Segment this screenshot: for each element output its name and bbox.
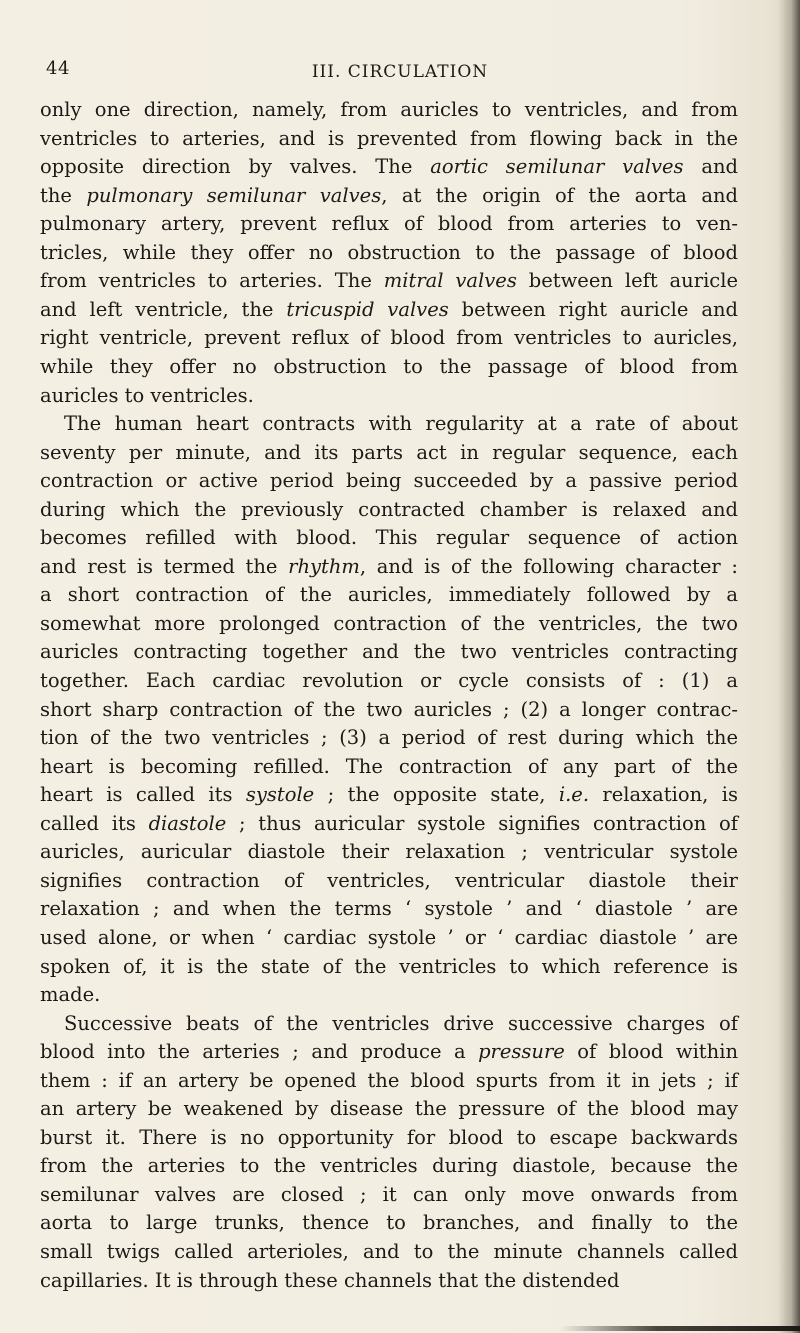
- text-line: [40, 724, 738, 753]
- text-run: used alone, or when ‘ cardiac systole ’ or ‘ cardiac diastole ’ are: [40, 925, 738, 949]
- text-line: [40, 781, 738, 810]
- text-run: opposite direction by valves. The: [40, 155, 431, 179]
- text-run: capillaries. It is through these channels that the distended: [40, 1268, 620, 1292]
- text-run: burst it. There is no opportunity for blood to escape backwards: [40, 1125, 738, 1149]
- text-run: called its: [40, 811, 149, 835]
- text-run: and: [683, 155, 738, 179]
- text-line: [40, 239, 738, 268]
- page-number: 44: [46, 58, 70, 79]
- text-line: [40, 1095, 738, 1124]
- text-line: [40, 267, 738, 296]
- text-run: somewhat more prolonged contraction of the ventricles, the two: [40, 611, 738, 635]
- page-bottom-edge: [560, 1326, 800, 1331]
- text-run: aorta to large trunks, thence to branches, and finally to the: [40, 1211, 738, 1235]
- text-line: [40, 125, 738, 154]
- text-run: spoken of, it is the state of the ventricles to which reference is: [40, 954, 738, 978]
- text-run: relaxation ; and when the terms ‘ systole ’ and ‘ diastole ’ are: [40, 897, 738, 921]
- text-run: an artery be weakened by disease the pressure of the blood may: [40, 1097, 738, 1121]
- text-line: [40, 1238, 738, 1267]
- text-run: between left auricle: [516, 269, 738, 293]
- text-run: tricuspid valves: [286, 297, 449, 321]
- text-line: [40, 496, 738, 525]
- text-run: , and is of the following character :: [359, 554, 738, 578]
- text-run: heart is becoming refilled. The contraction of any part of the: [40, 754, 738, 778]
- text-run: from the arteries to the ventricles during diastole, because the: [40, 1154, 738, 1178]
- text-run: between right auricle and: [448, 297, 738, 321]
- text-line: [40, 924, 738, 953]
- text-run: blood into the arteries ; and produce a: [40, 1040, 479, 1064]
- text-line: [40, 439, 738, 468]
- text-run: systole: [245, 783, 315, 807]
- text-line: [40, 324, 738, 353]
- text-run: short sharp contraction of the two auricles ; (2) a longer contrac-: [40, 697, 738, 721]
- text-line: [40, 753, 738, 782]
- text-run: while they offer no obstruction to the passage of blood from: [40, 354, 738, 378]
- text-run: The human heart contracts with regularity at a rate of about: [64, 412, 738, 436]
- text-line: [40, 610, 738, 639]
- text-run: together. Each cardiac revolution or cycle consists of : (1) a: [40, 669, 738, 692]
- text-line: [64, 410, 738, 439]
- text-run: ventricles to arteries, and is prevented from flowing back in the: [40, 126, 738, 150]
- text-line: [40, 553, 738, 582]
- text-line: [40, 210, 738, 239]
- text-run: semilunar valves are closed ; it can only move onwards from: [40, 1182, 738, 1206]
- text-run: during which the previously contracted chamber is relaxed and: [40, 497, 738, 521]
- text-run: only one direction, namely, from auricles to ventricles, and from: [40, 98, 738, 121]
- text-run: a short contraction of the auricles, immediately followed by a: [40, 583, 738, 607]
- text-line: [40, 1038, 738, 1067]
- text-line: [64, 1010, 738, 1039]
- text-run: the: [40, 183, 87, 207]
- text-line: [40, 1124, 738, 1153]
- text-line: [40, 524, 738, 553]
- text-run: small twigs called arterioles, and to the minute channels called: [40, 1240, 738, 1263]
- text-run: ; thus auricular systole signifies contraction of: [226, 811, 738, 835]
- text-run: pulmonary artery, prevent reflux of blood from arteries to ven-: [40, 212, 738, 236]
- text-line: [40, 182, 738, 211]
- text-run: and rest is termed the: [40, 554, 289, 578]
- text-line: [40, 296, 738, 325]
- text-run: signifies contraction of ventricles, ventricular diastole their: [40, 868, 738, 892]
- text-line: [40, 638, 738, 667]
- text-run: tricles, while they offer no obstruction to the passage of blood: [40, 240, 738, 264]
- text-line: [40, 1209, 738, 1238]
- text-run: tion of the two ventricles ; (3) a period of rest during which the: [40, 726, 738, 750]
- text-run: diastole: [148, 811, 227, 835]
- text-line: [40, 867, 738, 896]
- text-run: ; the opposite state,: [314, 783, 559, 807]
- text-run: from ventricles to arteries. The: [40, 269, 384, 293]
- text-run: seventy per minute, and its parts act in regular sequence, each: [40, 440, 738, 464]
- text-line: [40, 467, 738, 496]
- text-line: [40, 1067, 738, 1096]
- text-run: made.: [40, 983, 101, 1007]
- text-line: [40, 953, 738, 982]
- text-line: [40, 153, 738, 182]
- text-line: [40, 353, 738, 382]
- text-line: [40, 382, 254, 411]
- text-run: heart is called its: [40, 783, 246, 807]
- text-line: [40, 581, 738, 610]
- text-run: of blood within: [564, 1040, 738, 1064]
- running-title: III. CIRCULATION: [311, 62, 489, 82]
- text-run: right ventricle, prevent reflux of blood from ventricles to auricles,: [40, 326, 738, 350]
- text-line: [40, 1181, 738, 1210]
- text-run: them : if an artery be opened the blood spurts from it in jets ; if: [40, 1068, 738, 1092]
- text-run: auricles contracting together and the two ventricles contracting: [40, 640, 738, 664]
- text-line: [40, 696, 738, 725]
- text-run: relaxation, is: [589, 783, 738, 807]
- text-run: pressure: [478, 1040, 565, 1064]
- text-run: becomes refilled with blood. This regular sequence of action: [40, 526, 738, 550]
- text-line: [40, 96, 738, 125]
- text-run: rhythm: [288, 554, 360, 578]
- text-run: mitral valves: [383, 269, 517, 293]
- text-run: auricles, auricular diastole their relaxation ; ventricular systole: [40, 840, 738, 864]
- text-line: [40, 1152, 738, 1181]
- text-run: aortic semilunar valves: [430, 155, 684, 179]
- text-line: [40, 895, 738, 924]
- page-edge-shadow: [778, 0, 800, 1333]
- text-run: pulmonary semilunar valves: [86, 183, 382, 207]
- text-line: [40, 981, 100, 1010]
- text-line: [40, 1267, 620, 1296]
- text-run: i.e.: [558, 783, 590, 807]
- text-line: [40, 667, 738, 696]
- text-run: Successive beats of the ventricles drive successive charges of: [64, 1011, 738, 1035]
- text-run: and left ventricle, the: [40, 297, 287, 321]
- text-run: contraction or active period being succeeded by a passive period: [40, 469, 738, 493]
- text-run: auricles to ventricles.: [40, 383, 254, 407]
- text-line: [40, 810, 738, 839]
- text-run: , at the origin of the aorta and: [381, 183, 738, 207]
- text-line: [40, 838, 738, 867]
